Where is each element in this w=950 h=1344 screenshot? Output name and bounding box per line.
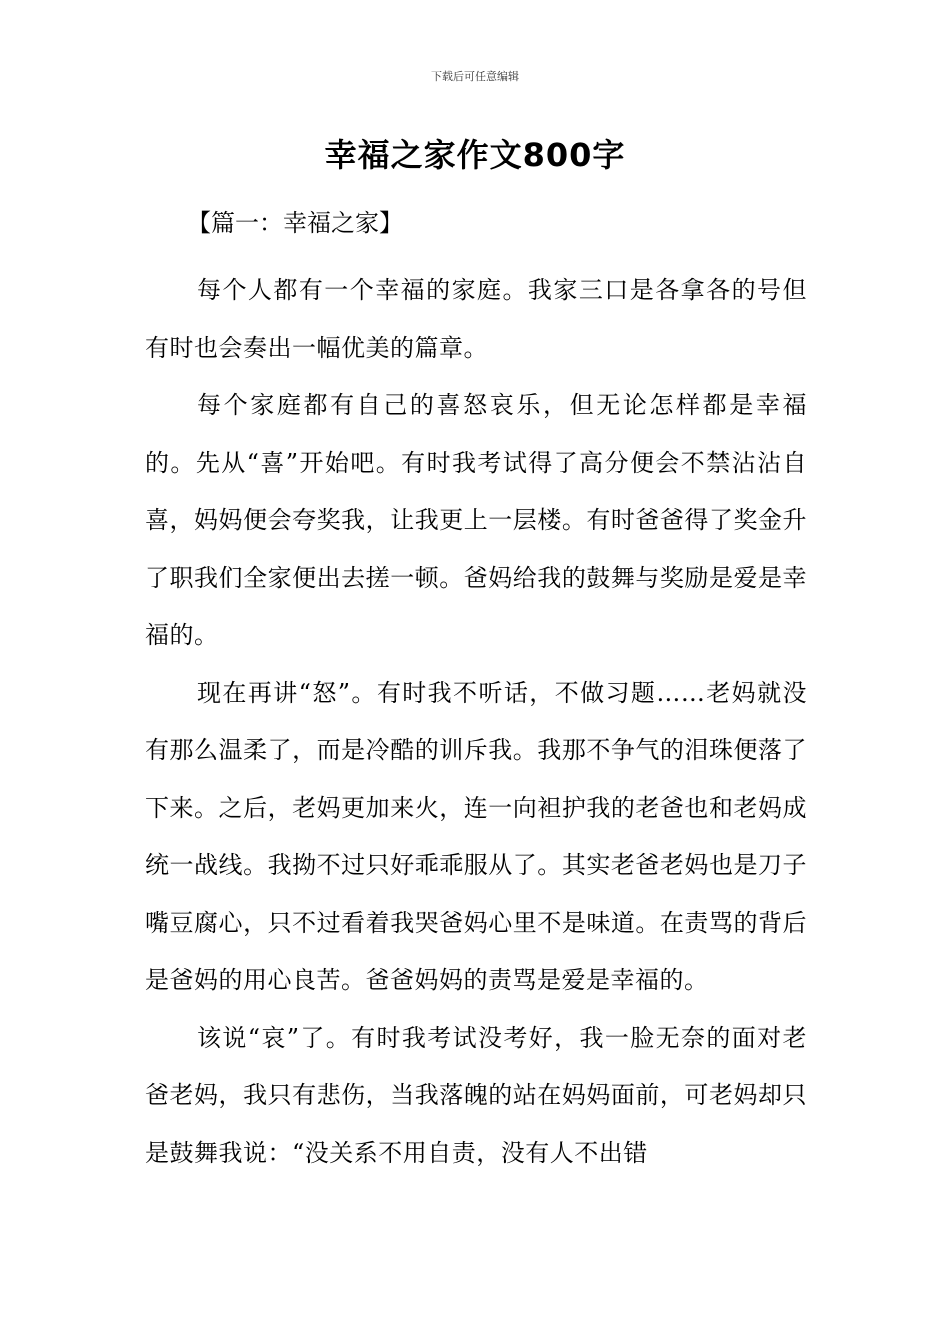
paragraph-4: 该说“哀”了。有时我考试没考好，我一脸无奈的面对老爸老妈，我只有悲伤，当我落魄的站在妈妈面前，可老妈却只是鼓舞我说：“没关系不用自责，没有人不出错	[145, 1023, 807, 1167]
paragraph-1: 每个人都有一个幸福的家庭。我家三口是各拿各的号但有时也会奏出一幅优美的篇章。	[145, 276, 807, 362]
paragraph-3: 现在再讲“怒”。有时我不听话，不做习题……老妈就没有那么温柔了，而是冷酷的训斥我。我那不争气的泪珠便落了下来。之后，老妈更加来火，连一向袒护我的老爸也和老妈成统一战线。我拗不过只好乖乖服从了。其实老爸老妈也是刀子嘴豆腐心，只不过看着我哭爸妈心里不是味道。在责骂的背后是爸妈的用心良苦。爸爸妈妈的责骂是爱是幸福的。	[145, 678, 807, 994]
paragraph-2: 每个家庭都有自己的喜怒哀乐，但无论怎样都是幸福的。先从“喜”开始吧。有时我考试得了高分便会不禁沾沾自喜，妈妈便会夸奖我，让我更上一层楼。有时爸爸得了奖金升了职我们全家便出去搓一顿。爸妈给我的鼓舞与奖励是爱是幸福的。	[145, 391, 807, 649]
document-title: 幸福之家作文800字	[324, 136, 626, 174]
section-heading: 【篇一：幸福之家】	[187, 209, 403, 237]
document-body	[145, 205, 807, 1182]
page-header-note: 下载后可任意编辑	[431, 70, 519, 83]
